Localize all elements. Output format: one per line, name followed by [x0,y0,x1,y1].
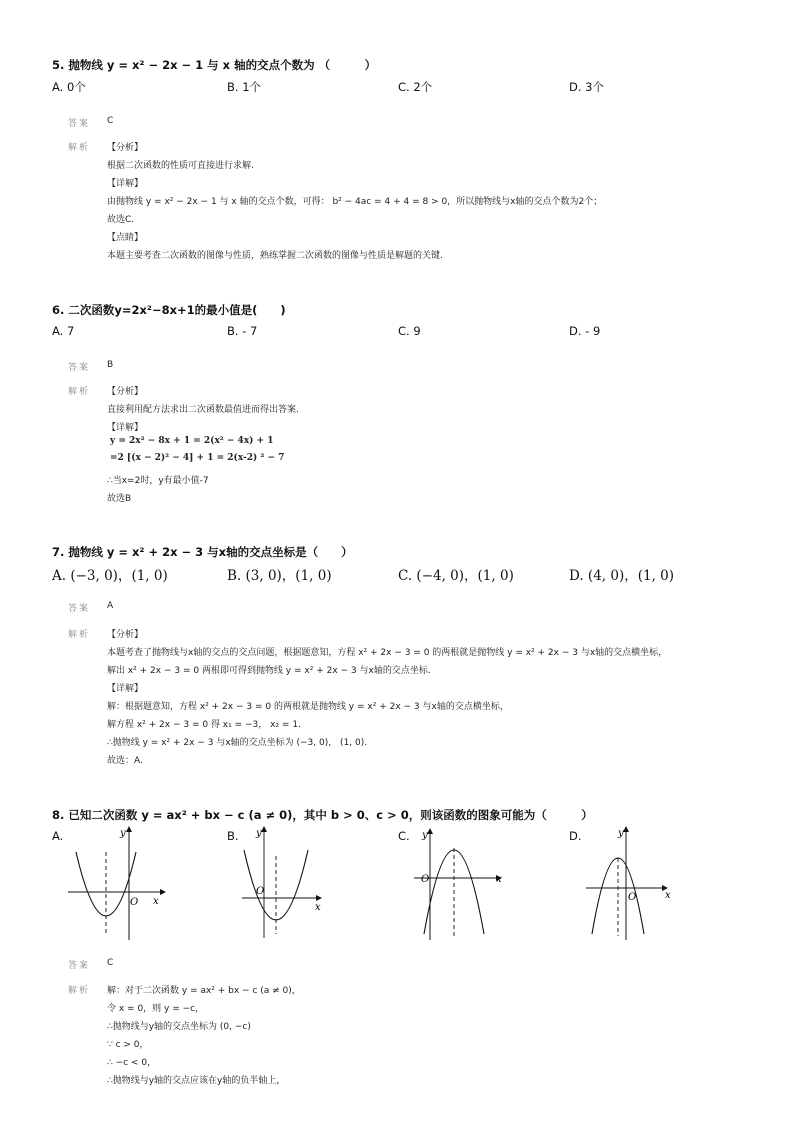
q8-graph-b[interactable] [236,822,346,944]
q7-option-b[interactable]: B. (3, 0)，(1, 0) [227,568,332,584]
q7-title: 7. 抛物线 y = x² + 2x − 3 与x轴的交点坐标是（ ） [52,545,353,559]
q7-line: 【详解】 [107,684,144,694]
q6-line: 【分析】 [107,387,144,397]
q8-answer: C [107,958,114,968]
q7-line: ∴抛物线 y = x² + 2x − 3 与x轴的交点坐标为 (−3, 0)， (1, 0). [107,738,368,748]
q6-title: 6. 二次函数y=2x²−8x+1的最小值是( ) [52,303,286,317]
q6-line: =2 [(x − 2)² − 4] + 1 = 2(x-2) ² − 7 [110,453,285,463]
q8-line: ∴抛物线与y轴的交点坐标为 (0, −c) [107,1022,251,1032]
q5-line: 【详解】 [107,179,144,189]
q5-title: 5. 抛物线 y = x² − 2x − 1 与 x 轴的交点个数为 （ ） [52,58,377,72]
q6-option-c[interactable]: C. 9 [398,324,421,338]
q5-option-a[interactable]: A. 0个 [52,80,86,94]
q5-line: 本题主要考查二次函数的图像与性质，熟练掌握二次函数的图像与性质是解题的关键. [107,251,443,261]
q8-option-a[interactable]: A. [52,829,64,843]
q8-analysis-label: 解析 [68,986,91,996]
q6-line: 直接利用配方法求出二次函数最值进而得出答案. [107,405,299,415]
q6-option-b[interactable]: B. - 7 [227,324,258,338]
q5-line: 根据二次函数的性质可直接进行求解. [107,161,254,171]
y-axis-label: y [618,828,624,839]
q7-option-a[interactable]: A. (−3, 0)，(1, 0) [52,568,168,584]
q7-option-d[interactable]: D. (4, 0)，(1, 0) [569,568,675,584]
q6-answer: B [107,360,114,370]
x-axis-label: x [153,896,159,907]
origin-label: O [130,897,139,908]
y-axis-label: y [422,830,428,841]
q7-line: 解出 x² + 2x − 3 = 0 两根即可得到抛物线 y = x² + 2x − 3 与x轴的交点坐标. [107,666,431,676]
origin-label: O [421,874,430,885]
q8-graph-c[interactable] [408,822,518,944]
q8-line: ∴ −c < 0， [107,1058,157,1068]
q8-line: 令 x = 0，则 y = −c， [107,1004,205,1014]
q5-option-c[interactable]: C. 2个 [398,80,433,94]
x-axis-label: x [496,874,502,885]
x-axis-label: x [665,890,671,901]
q5-line: 【点睛】 [107,233,144,243]
q8-line: 解：对于二次函数 y = ax² + bx − c (a ≠ 0)， [107,986,301,996]
q7-line: 【分析】 [107,630,144,640]
q7-line: 解：根据题意知，方程 x² + 2x − 3 = 0 的两根就是抛物线 y = x² + 2x − 3 与x轴的交点横坐标， [107,702,509,712]
y-axis-label: y [120,828,126,839]
q5-analysis-label: 解析 [68,143,91,153]
q5-option-d[interactable]: D. 3个 [569,80,604,94]
q5-line: 故选C. [107,215,135,225]
q5-line: 由抛物线 y = x² − 2x − 1 与 x 轴的交点个数，可得： b² − 4ac = 4 + 4 = 8 > 0，所以抛物线与x轴的交点个数为2个； [107,197,603,207]
origin-label: O [628,892,637,903]
q8-title: 8. 已知二次函数 y = ax² + bx − c (a ≠ 0)，其中 b > 0、c > 0，则该函数的图象可能为（ ） [52,808,593,822]
q7-analysis-label: 解析 [68,630,91,640]
q7-answer-label: 答案 [68,604,91,614]
q5-answer: C [107,116,114,126]
q8-graph-d[interactable] [582,822,692,944]
q5-option-b[interactable]: B. 1个 [227,80,262,94]
q5-line: 【分析】 [107,143,144,153]
q6-line: 【详解】 [107,423,144,433]
y-axis-label: y [256,828,262,839]
q7-line: 解方程 x² + 2x − 3 = 0 得 x₁ = −3， x₂ = 1. [107,720,301,730]
q8-line: ∴抛物线与y轴的交点应该在y轴的负半轴上， [107,1076,286,1086]
q6-option-a[interactable]: A. 7 [52,324,75,338]
q5-answer-label: 答案 [68,119,91,129]
q8-graph-a[interactable] [62,822,172,944]
x-axis-label: x [315,902,321,913]
q6-line: 故选B [107,494,132,504]
q8-option-b[interactable]: B. [227,829,239,843]
q8-line: ∵ c > 0， [107,1040,149,1050]
q7-line: 故选：A. [107,756,143,766]
q6-line: y = 2x² − 8x + 1 = 2(x² − 4x) + 1 [110,436,274,446]
q6-answer-label: 答案 [68,363,91,373]
q6-analysis-label: 解析 [68,387,91,397]
q7-answer: A [107,601,114,611]
q6-line: ∴当x=2时，y有最小值-7 [107,476,209,486]
q7-option-c[interactable]: C. (−4, 0)，(1, 0) [398,568,514,584]
q7-line: 本题考查了抛物线与x轴的交点的交点问题，根据题意知，方程 x² + 2x − 3 = 0 的两根就是抛物线 y = x² + 2x − 3 与x轴的交点横坐标， [107,648,668,658]
q8-answer-label: 答案 [68,961,91,971]
origin-label: O [256,886,265,897]
q8-option-c[interactable]: C. [398,829,410,843]
q6-option-d[interactable]: D. - 9 [569,324,601,338]
q8-option-d[interactable]: D. [569,829,582,843]
